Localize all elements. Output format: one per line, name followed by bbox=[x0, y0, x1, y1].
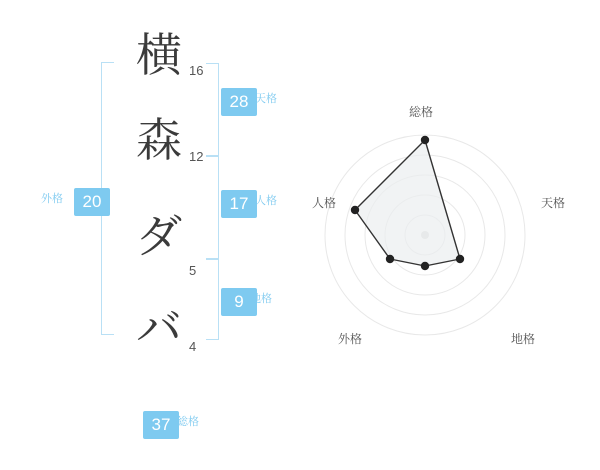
stroke-count-1: 16 bbox=[189, 63, 204, 78]
axis-label-chikaku: 地格 bbox=[511, 332, 536, 346]
jinkaku-badge-value: 17 bbox=[221, 190, 257, 218]
chikaku-bracket bbox=[206, 258, 219, 340]
jinkaku-bracket bbox=[206, 155, 219, 260]
total-badge-label: 総格 bbox=[177, 416, 199, 428]
tenkaku-badge-label: 天格 bbox=[255, 93, 277, 105]
stroke-count-2: 12 bbox=[189, 149, 204, 164]
stroke-count-3: 5 bbox=[189, 263, 197, 278]
chikaku-badge-label: 地格 bbox=[250, 293, 272, 305]
axis-label-tenkaku: 天格 bbox=[541, 196, 566, 210]
outer-badge-label: 外格 bbox=[41, 193, 63, 205]
jinkaku-badge-label: 人格 bbox=[255, 195, 277, 207]
axis-label-gaikaku: 外格 bbox=[338, 332, 363, 346]
name-char-1: 横 bbox=[136, 30, 182, 81]
tenkaku-badge-value: 28 bbox=[221, 88, 257, 116]
axis-label-jinkaku: 人格 bbox=[312, 196, 337, 210]
radar-chart bbox=[305, 105, 566, 360]
tenkaku-bracket bbox=[206, 63, 219, 157]
radar-chart-svg bbox=[305, 115, 545, 355]
outer-badge-value: 20 bbox=[74, 188, 110, 216]
name-char-4: バ bbox=[136, 303, 182, 354]
name-char-3: ダ bbox=[136, 211, 182, 262]
axis-label-souke: 総格 bbox=[409, 105, 434, 119]
chikaku-badge-value: 9 bbox=[221, 288, 257, 316]
name-char-2: 森 bbox=[136, 115, 182, 166]
total-badge-value: 37 bbox=[143, 411, 179, 439]
radar-series-area bbox=[355, 140, 460, 266]
stroke-count-4: 4 bbox=[189, 339, 197, 354]
